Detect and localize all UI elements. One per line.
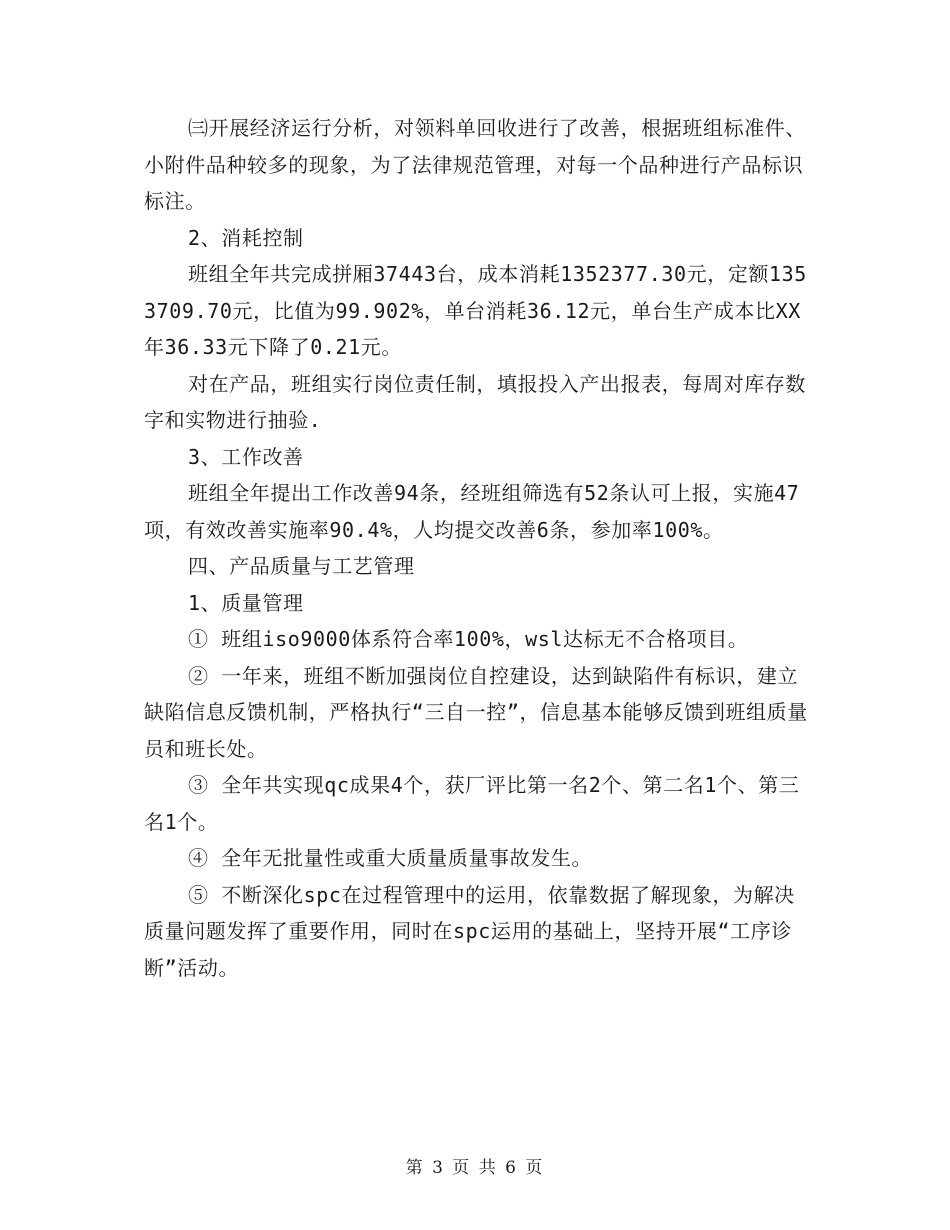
heading-work-improvement: 3、工作改善 <box>188 444 304 469</box>
list-item-no-accidents: ④ 全年无批量性或重大质量质量事故发生。 <box>188 846 593 870</box>
list-item-iso: ① 班组iso9000体系符合率100%，wsl达标无不合格项目。 <box>188 627 749 651</box>
paragraph-inventory-check: 对在产品，班组实行岗位责任制，填报投入产出报表，每周对库存数字和实物进行抽验. <box>144 371 806 432</box>
list-item-qc-results: ③ 全年共实现qc成果4个，获厂评比第一名2个、第二名1个、第三名1个。 <box>144 773 800 834</box>
paragraph-consumption-figures: 班组全年共完成拼厢37443台，成本消耗1352377.30元，定额1353709.70元，比值为99.902%，单台消耗36.12元，单台生产成本比XX年36.33元下降了0.21元。 <box>144 262 807 359</box>
heading-consumption-control: 2、消耗控制 <box>188 225 304 250</box>
page-number-footer: 第 3 页 共 6 页 <box>405 1158 545 1178</box>
paragraph-improvement-figures: 班组全年提出工作改善94条，经班组筛选有52条认可上报，实施47项，有效改善实施率90.4%，人均提交改善6条，参加率100%。 <box>144 481 800 542</box>
page-body <box>144 110 814 986</box>
list-item-spc: ⑤ 不断深化spc在过程管理中的运用，依靠数据了解现象，为解决质量问题发挥了重要作用，同时在spc运用的基础上，坚持开展“工序诊断”活动。 <box>144 882 795 980</box>
paragraph-material-analysis: ㈢开展经济运行分析，对领料单回收进行了改善，根据班组标准件、小附件品种较多的现象，为了法律规范管理，对每一个品种进行产品标识标注。 <box>144 116 806 213</box>
heading-quality-process: 四、产品质量与工艺管理 <box>188 554 415 578</box>
list-item-self-control: ② 一年来，班组不断加强岗位自控建设，达到缺陷件有标识，建立缺陷信息反馈机制，严格执行“三自一控”，信息基本能够反馈到班组质量员和班长处。 <box>144 663 808 761</box>
heading-quality-management: 1、质量管理 <box>188 590 304 615</box>
